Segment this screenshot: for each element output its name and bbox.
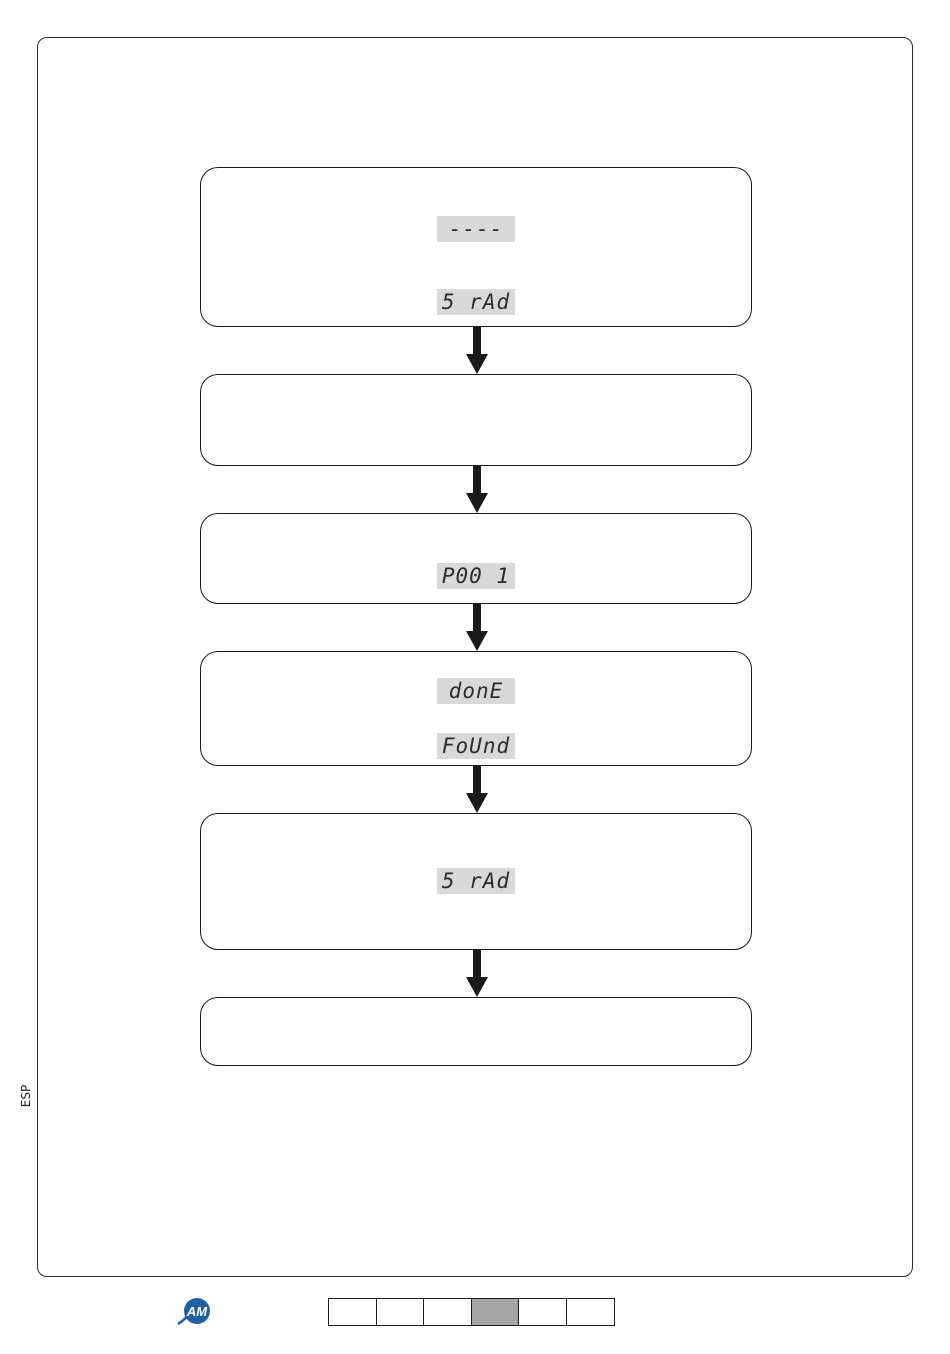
language-label: ESP	[19, 1084, 33, 1108]
lcd-display-dashes: ----	[437, 216, 515, 242]
flow-arrow-5	[466, 950, 488, 997]
logo-text: AM	[186, 1304, 208, 1319]
lcd-display-found: FoUnd	[437, 733, 515, 759]
flow-step-2	[200, 374, 752, 466]
flow-arrow-3	[466, 604, 488, 651]
flow-step-3	[200, 513, 752, 604]
lcd-display-srad: 5 rAd	[437, 289, 515, 315]
flow-step-6	[200, 997, 752, 1066]
flow-arrow-1	[466, 327, 488, 374]
page-indicator	[328, 1298, 615, 1326]
page-indicator-cell-5	[518, 1298, 567, 1326]
lcd-display-srad: 5 rAd	[437, 868, 515, 894]
am-logo	[176, 1296, 214, 1326]
page-indicator-cell-4	[471, 1298, 520, 1326]
page-indicator-cell-2	[376, 1298, 425, 1326]
lcd-display-p001: P00 1	[437, 563, 515, 589]
lcd-display-done: donE	[437, 678, 515, 704]
page-indicator-cell-6	[566, 1298, 615, 1326]
page-indicator-cell-3	[423, 1298, 472, 1326]
page-indicator-cell-1	[328, 1298, 377, 1326]
flow-arrow-2	[466, 466, 488, 513]
flow-arrow-4	[466, 766, 488, 813]
